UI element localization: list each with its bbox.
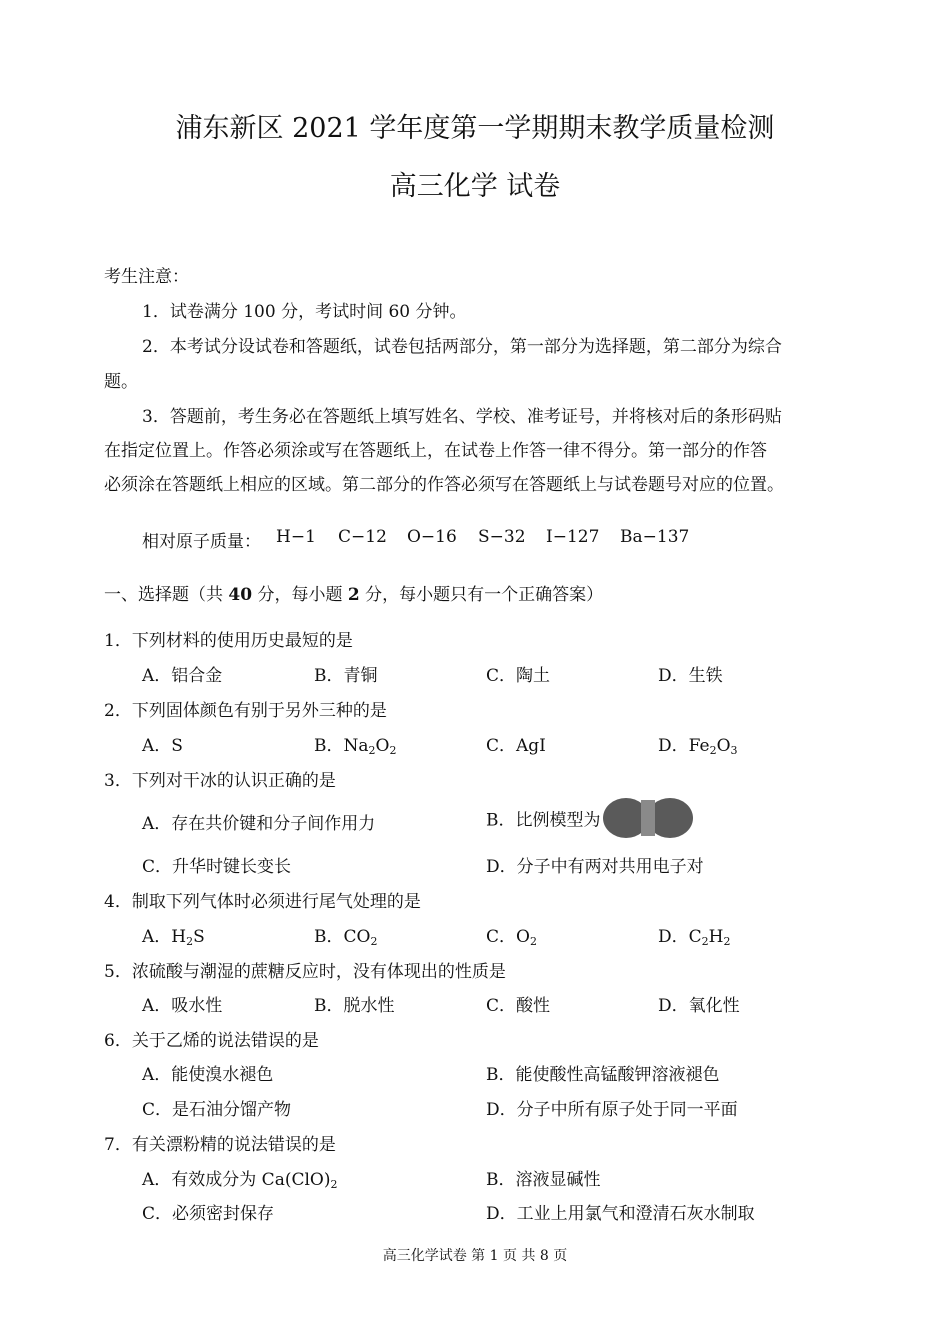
notice-heading: 考生注意： (104, 267, 189, 287)
question-stem: 4．制取下列气体时必须进行尾气处理的是 (104, 892, 421, 912)
option-a: A．S (142, 736, 183, 756)
atomic-mass-value: S−32 (478, 527, 526, 547)
option-c: C．$O_2$ (486, 927, 537, 948)
option-b: B．溶液显碱性 (486, 1170, 601, 1190)
option-d: D．$Fe_2O_3$ (658, 736, 738, 757)
section-heading: 一、选择题（共 40 分，每小题 2 分，每小题只有一个正确答案） (104, 585, 604, 605)
atomic-mass-value: C−12 (338, 527, 387, 547)
question-stem: 1．下列材料的使用历史最短的是 (104, 631, 353, 651)
option-d: D．$C_2H_2$ (658, 927, 731, 948)
atomic-mass-label: 相对原子质量： (142, 532, 261, 552)
option-d: D．生铁 (658, 666, 723, 686)
notice-item-3-cont: 必须涂在答题纸上相应的区域。第二部分的作答必须写在答题纸上与试卷题号对应的位置。 (104, 475, 784, 495)
option-a: A．吸水性 (142, 996, 223, 1016)
question-stem: 6．关于乙烯的说法错误的是 (104, 1031, 319, 1051)
co2-space-filling-model (603, 798, 693, 838)
atomic-mass-value: I−127 (546, 527, 600, 547)
atomic-mass-value: Ba−137 (620, 527, 690, 547)
option-a: A．存在共价键和分子间作用力 (142, 814, 376, 834)
notice-item-2-cont: 题。 (104, 372, 138, 392)
option-d: D．分子中所有原子处于同一平面 (486, 1100, 738, 1120)
option-c: C．酸性 (486, 996, 551, 1016)
question-stem: 7．有关漂粉精的说法错误的是 (104, 1135, 336, 1155)
option-b: B．能使酸性高锰酸钾溶液褪色 (486, 1065, 720, 1085)
option-d: D．工业上用氯气和澄清石灰水制取 (486, 1204, 755, 1224)
option-d: D．氧化性 (658, 996, 740, 1016)
notice-item-3-cont: 在指定位置上。作答必须涂或写在答题纸上，在试卷上作答一律不得分。第一部分的作答 (104, 441, 767, 461)
page-subtitle: 高三化学 试卷 (389, 171, 561, 202)
question-stem: 5．浓硫酸与潮湿的蔗糖反应时，没有体现出的性质是 (104, 962, 506, 982)
notice-item-3: 3．答题前，考生务必在答题纸上填写姓名、学校、准考证号，并将核对后的条形码贴 (142, 407, 782, 427)
option-c: C．必须密封保存 (142, 1204, 275, 1224)
atomic-mass-value: H−1 (276, 527, 316, 547)
option-b: B．$Na_2O_2$ (314, 736, 397, 757)
option-a: A．能使溴水褪色 (142, 1065, 274, 1085)
option-d: D．分子中有两对共用电子对 (486, 857, 704, 877)
option-c: C．升华时键长变长 (142, 857, 292, 877)
notice-item-1: 1．试卷满分 100 分，考试时间 60 分钟。 (142, 302, 467, 322)
option-b: B．$CO_2$ (314, 927, 378, 948)
option-b: B．比例模型为 (486, 798, 693, 838)
atomic-mass-value: O−16 (407, 527, 457, 547)
option-c: C．AgI (486, 736, 546, 756)
option-a: A．$H_2S$ (142, 927, 205, 948)
option-c: C．陶土 (486, 666, 551, 686)
question-stem: 2．下列固体颜色有别于另外三种的是 (104, 701, 387, 721)
question-stem: 3．下列对干冰的认识正确的是 (104, 771, 336, 791)
option-b: B．脱水性 (314, 996, 395, 1016)
option-b: B．青铜 (314, 666, 378, 686)
option-a: A．有效成分为 $Ca(ClO)_2$ (142, 1170, 338, 1191)
page-footer: 高三化学试卷 第 1 页 共 8 页 (382, 1248, 568, 1264)
page-title: 浦东新区 2021 学年度第一学期期末教学质量检测 (175, 113, 775, 144)
notice-item-2: 2．本考试分设试卷和答题纸，试卷包括两部分，第一部分为选择题，第二部分为综合 (142, 337, 782, 357)
option-a: A．铝合金 (142, 666, 223, 686)
option-c: C．是石油分馏产物 (142, 1100, 292, 1120)
